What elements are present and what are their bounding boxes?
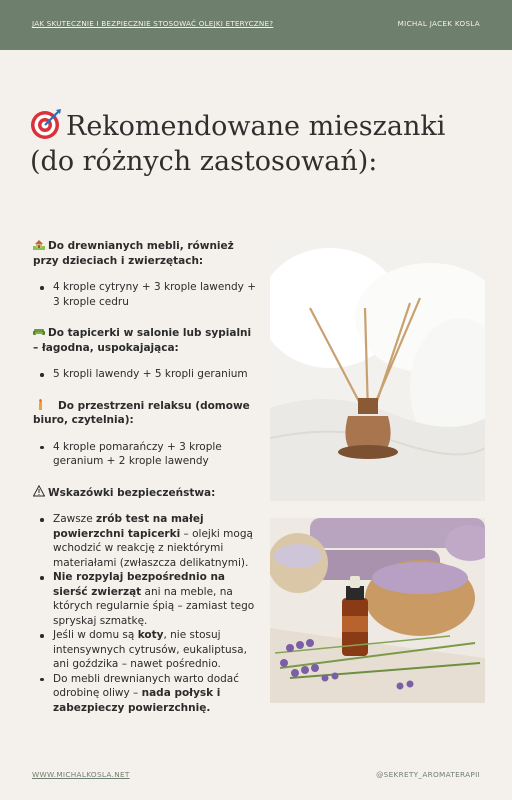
section-heading-upholstery: Do tapicerki w salonie lub sypialni – łagodna, uspokajająca: [33,327,252,354]
lavender-oil-photo [270,518,485,703]
recommendations [33,238,258,731]
section-heading-furniture: Do drewnianych mebli, również przy dzieciach i zwierzętach: [33,240,234,267]
list-item: Do mebli drewnianych warto dodać odrobinę oliwy – nada połysk i zabezpieczy powierzchnię. [33,672,258,716]
warning-icon [33,485,45,497]
list-item: 5 kropli lawendy + 5 kropli geranium [33,367,258,382]
furniture-blends [33,280,258,309]
website-link[interactable]: WWW.MICHALKOSLA.NET [32,770,130,779]
list-item: Nie rozpylaj bezpośrednio na sierść zwierząt ani na meble, na których regularnie śpią – zamiast tego spryskaj szmatkę. [33,570,258,628]
list-item: Jeśli w domu są koty, nie stosuj intensywnych cytrusów, eukaliptusa, ani goździka – nawet pośrednio. [33,628,258,672]
header-title-link[interactable]: JAK SKUTECZNIE I BEZPIECZNIE STOSOWAĆ OLEJKI ETERYCZNE? [32,19,274,28]
top-bar [0,0,512,50]
header-author: MICHAL JACEK KOSLA [397,19,480,28]
list-item: 4 krople cytryny + 3 krople lawendy + 3 krople cedru [33,280,258,309]
section-heading-safety: Wskazówki bezpieczeństwa: [33,485,258,501]
social-handle: @SEKRETY_AROMATERAPII [376,770,480,779]
title-line-2: (do różnych zastosowań): [30,146,378,177]
page-title [30,108,490,179]
target-icon [30,108,62,140]
sofa-icon [33,325,45,337]
list-item: 4 krople pomarańczy + 3 krople geranium + 2 krople lawendy [33,440,258,469]
reed-diffuser-photo [270,238,485,501]
relax-blends [33,440,258,469]
list-item: Zawsze zrób test na małej powierzchni tapicerki – olejki mogą wchodzić w reakcję z niektórymi materiałami (zwłaszcza delikatnymi). [33,512,258,570]
candle-icon [33,398,55,410]
house-icon [33,238,45,250]
title-line-1: Rekomendowane mieszanki [66,111,446,142]
upholstery-blends [33,367,258,382]
section-heading-relax: Do przestrzeni relaksu (domowe biuro, czytelnia): [33,399,250,426]
safety-tips [33,512,258,715]
